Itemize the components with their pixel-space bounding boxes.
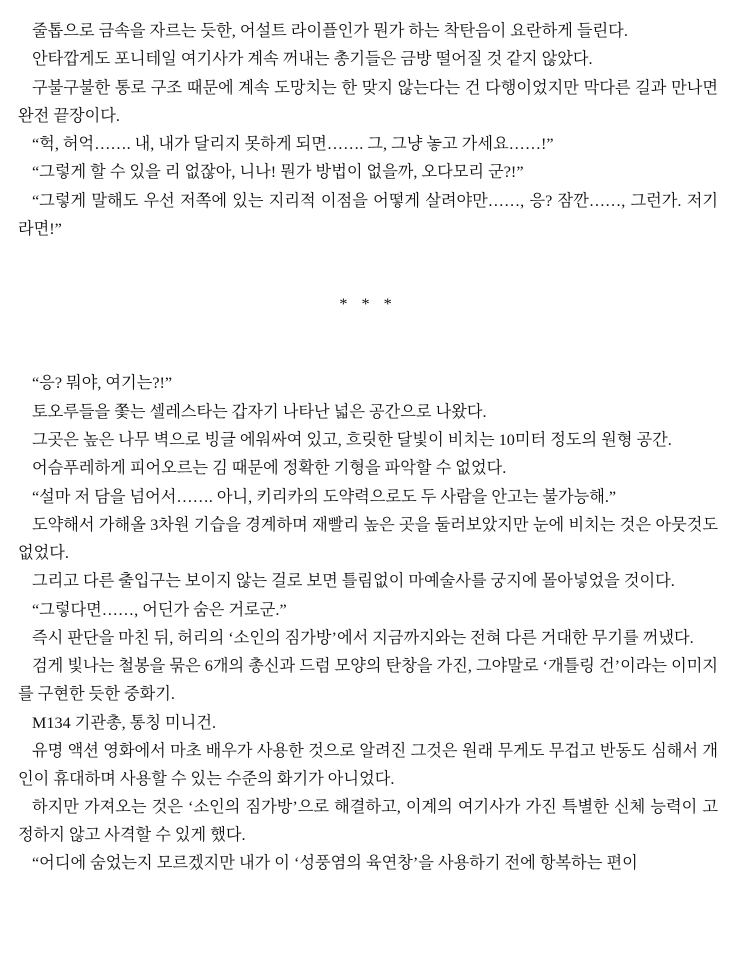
paragraph: 도약해서 가해올 3차원 기습을 경계하며 재빨리 높은 곳을 둘러보았지만 눈에 비치는 것은 아뭇것도 없었다. <box>18 516 718 563</box>
paragraph: 검게 빛나는 철봉을 묶은 6개의 총신과 드럼 모양의 탄창을 가진, 그야말로 ‘개틀링 건’이라는 이미지를 구현한 듯한 중화기. <box>18 657 718 704</box>
paragraph: 어슴푸레하게 피어오르는 김 때문에 정확한 기형을 파악할 수 없었다. <box>32 459 507 478</box>
dialogue-line: “응? 뭐야, 여기는?!” <box>32 374 173 393</box>
paragraph: 유명 액션 영화에서 마초 배우가 사용한 것으로 알려진 그것은 원래 무게도 무겁고 반동도 심해서 개인이 휴대하며 사용할 수 있는 수준의 화기가 아니었다. <box>18 742 718 788</box>
dialogue-line: “그렇게 할 수 있을 리 없잖아, 니나! 뭔가 방법이 없을까, 오다모리 군?!” <box>32 163 524 182</box>
dialogue-line: “어디에 숨었는지 모르겠지만 내가 이 ‘성풍염의 육연창’을 사용하기 전에 항복하는 편이 <box>32 854 638 873</box>
paragraph: 토오루들을 쫓는 셀레스타는 갑자기 나타난 넓은 공간으로 나왔다. <box>32 402 487 421</box>
paragraph-group-before <box>18 18 718 243</box>
paragraph: 그리고 다른 출입구는 보이지 않는 걸로 보면 틀림없이 마예술사를 궁지에 몰아넣었을 것이다. <box>32 572 675 591</box>
paragraph: 구불구불한 통로 구조 때문에 계속 도망치는 한 맞지 않는다는 건 다행이었지만 막다른 길과 만나면 완전 끝장이다. <box>18 78 718 125</box>
paragraph: 즉시 판단을 마친 뒤, 허리의 ‘소인의 짐가방’에서 지금까지와는 전혀 다른 거대한 무기를 꺼냈다. <box>32 629 694 648</box>
paragraph: 안타깝게도 포니테일 여기사가 계속 꺼내는 총기들은 금방 떨어질 것 같지 않았다. <box>32 50 593 69</box>
paragraph-group-after <box>18 370 718 878</box>
dialogue-line: “그렇게 말해도 우선 저쪽에 있는 지리적 이점을 어떻게 살려야만……, 응? 잠깐……, 그런가. 저기라면!” <box>18 191 718 238</box>
dialogue-line: “그렇다면……, 어딘가 숨은 거로군.” <box>32 600 287 619</box>
paragraph: 하지만 가져오는 것은 ‘소인의 짐가방’으로 해결하고, 이계의 여기사가 가진 특별한 신체 능력이 고정하지 않고 사격할 수 있게 했다. <box>18 798 718 845</box>
dialogue-line: “설마 저 담을 넘어서……. 아니, 키리카의 도약력으로도 두 사람을 안고는 불가능해.” <box>32 487 617 506</box>
scene-divider: * * * <box>339 295 397 314</box>
paragraph: 그곳은 높은 나무 벽으로 빙글 에워싸여 있고, 흐릿한 달빛이 비치는 10미터 정도의 원형 공간. <box>32 431 672 450</box>
top-spacer <box>18 10 718 18</box>
paragraph: M134 기관총, 통칭 미니건. <box>32 713 217 732</box>
dialogue-line: “헉, 허억……. 내, 내가 달리지 못하게 되면……. 그, 그냥 놓고 가세요……!” <box>32 134 554 153</box>
paragraph: 줄톱으로 금속을 자르는 듯한, 어설트 라이플인가 뭔가 하는 착탄음이 요란하게 들린다. <box>32 22 628 40</box>
